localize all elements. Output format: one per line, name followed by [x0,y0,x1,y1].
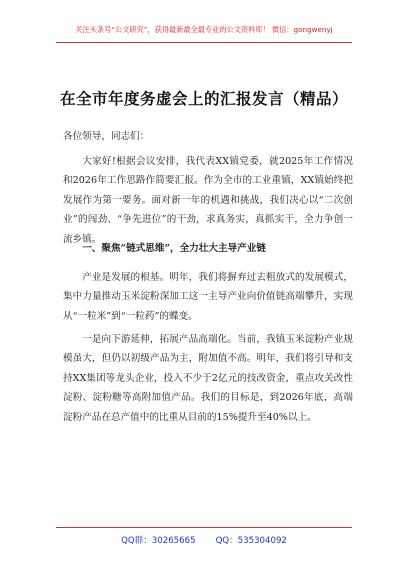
footer-qq: QQ：535304092 [215,536,287,546]
section-heading-1: 一、聚焦“链式思维”，全力壮大主导产业链 [82,243,266,254]
document-title: 在全市年度务虚会上的汇报发言（精品） [59,90,348,108]
salutation: 各位领导，同志们： [63,131,150,142]
paragraph-downstream-extension: 一是向下游延伸，拓展产品高端化。当前，我镇玉米淀粉产业规模虽大，但仍以初级产品为主，附加值不高。明年，我们将引导和支持XX集团等龙头企业，投入不少于2亿元的技改资金，重点攻关改性淀粉、淀粉糖等高附加值产品。我们的目标是，到2026年底，高端淀粉产品在总产值中的比重从目前的15%提升至40%以上。 [63,334,353,423]
header-banner: 关注头条号“公文研究”，获得最新最全最专业的公文资料库！ 微信：gongwenyj [75,25,333,34]
footer-qq-group: QQ群：30265665 [121,536,196,546]
footer-contact [0,534,408,546]
paragraph-industry-foundation: 产业是发展的根基。明年，我们将摒弃过去粗放式的发展模式，集中力量推动玉米淀粉深加工这一主导产业向价值链高端攀升，实现从“一粒米”到“一粒药”的蝶变。 [63,272,353,322]
paragraph-intro: 大家好!根据会议安排，我代表XX镇党委，就2025年工作情况和2026年工作思路作简要汇报。作为全市的工业重镇，XX镇始终把发展作为第一要务。面对新一年的机遇和挑战，我们决心以“二次创业”的闯劲、“争先进位”的干劲，求真务实，真抓实干，全力争创一流乡镇。 [63,156,353,245]
footer-divider [56,527,352,528]
header-divider [56,42,352,43]
